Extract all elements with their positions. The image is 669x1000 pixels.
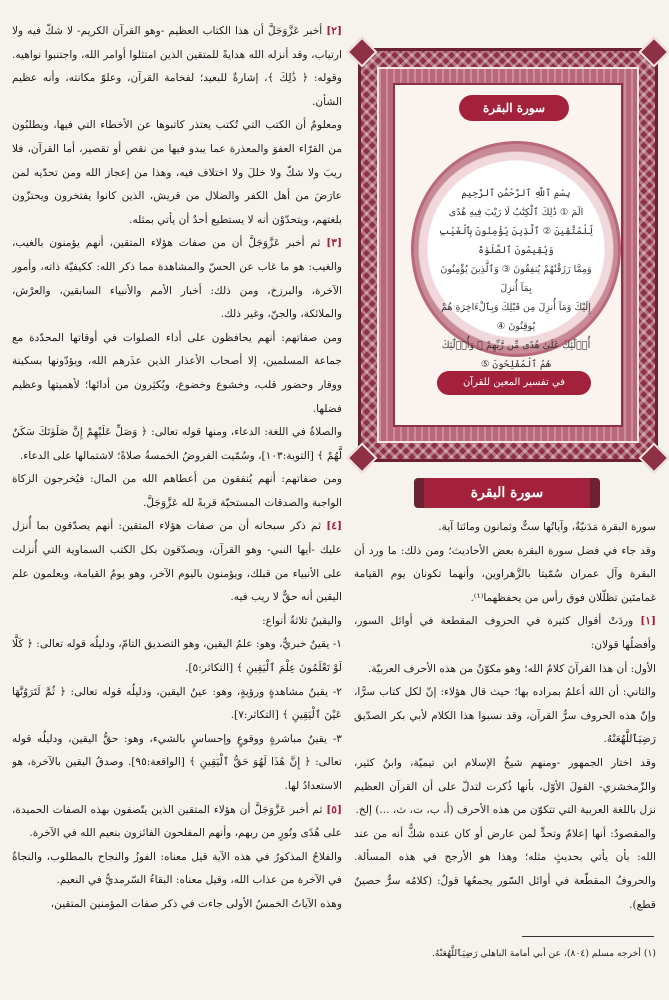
frame-corner-ornament [638,442,669,473]
paragraph [12,20,342,114]
paragraph-text: واليقينُ ثلاثةُ أنواع: [262,614,342,627]
verse-number: [٥] [326,803,342,816]
paragraph [12,610,342,634]
paragraph-text: سورة البقرة مَدَنيّةٌ، وآياتُها ستٌّ وثمانون ومائتا آية. [438,521,656,533]
paragraph-text: ١- يقينٌ خبريٌّ، وهو: علمُ اليقين، وهو التصديق التامّ، ودليلُه قوله تعالى: ﴿ كَلَّا لَوْ تَعْلَمُونَ عِلْمَ ٱلْيَقِينِ ﴾ [التكاثر:٥]. [12,638,342,675]
paragraph [12,232,342,326]
paragraph-text: والمقصودُ: أنها إعلامٌ وتحدٍّ لمن عارض أو كان عنده شكٌّ أنه من عند الله: بأن يأتي بحديثٍ مثله؛ وهذا هو الأرجح في هذه المسألة. والحروفُ المقطّعة في أوائل السّور يجمعُها قولُ: (كلامُه سرٌّ حصينٌ قطع). [354,827,656,911]
verse-number: [١] [640,615,656,628]
paragraph-text: ٣- يقينُ مباشرةٍ ووقوعٍ وإحساسٍ بالشيء، وهو: حقُّ اليقين، ودليلُه قوله تعالى: ﴿ إِنَّ هَٰذَا لَهُوَ حَقُّ ٱلْيَقِينِ ﴾ [الواقعة:٩٥]. وصدقُ اليقين بالآخرة، هو الاستعدادُ لها. [12,732,342,792]
paragraph [12,515,342,609]
paragraph-text: أخبر عَزَّوَجَلَّ أن هذا الكتاب العظيم -وهو القرآن الكريم- لا شكّ فيه ولا ارتياب، وقد أنزله الله هدايةً للمتقين الذين امتثلوا أوامر الله، واجتنبوا نواهيه. وقوله: ﴿ ذَٰلِكَ ﴾، إشارةٌ للبعيد؛ لفخامة القرآن، وعلوّ مكانته، وأنه عظيم الشأن. [12,25,342,108]
paragraph-text: ثم أخبر عَزَّوَجَلَّ أن هؤلاء المتقين الذين يتّصفون بهذه الصفات الحميدة، على هُدًى ونُورٍ من ربهم، وأنهم المفلحون الفائزون بنعيم الله في الآخرة. [12,803,342,840]
verse-medallion [411,141,621,370]
paragraph [12,799,342,846]
paragraph [12,681,342,728]
frame-corner-ornament [346,442,377,473]
paragraph-text: ٢- يقينُ مشاهدةٍ ورؤيةٍ، وهو: عينُ اليقين، ودليلُه قوله تعالى: ﴿ ثُمَّ لَتَرَوُنَّهَا عَيْنَ ٱلْيَقِينِ ﴾ [التكاثر:٧]. [12,685,342,722]
paragraph-text: ومعلومٌ أن الكتب التي تُكتب يعتذر كاتبوها عن الأخطاء التي فيها، ويطلبُون من القرّاء العفوَ والمعذرة عما يبدو فيها من نقص أو تقصير، أما القرآن، فلا ريبَ ولا شكّ ولا خللَ ولا اختلاف فيه، وهذا من إعجاز الله ومن تحدّيه لمن عارَضَ من أهل الكفر والضلال من قريش، الذين كانوا يفتخرون ويحتزّون بلغتهم، ويتحدّوْن أنه لا يستطيع أحدٌ أن يأتي بمثله. [12,119,342,226]
paragraph-text: والفلاحُ المذكورُ في هذه الآية قيل معناه: الفوزُ والنجاح بالمطلوب، والنجاةُ في الآخرة من عذاب الله، وقيل معناه: البقاءُ السّرمديُّ في النعيم. [12,850,342,887]
paragraph [354,752,656,823]
paragraph [12,327,342,421]
paragraph [12,633,342,680]
paragraph [12,893,342,917]
left-column [12,20,342,972]
paragraph [12,468,342,515]
frame-panel [393,83,623,427]
paragraph-text: وهذه الآياتُ الخمسُ الأولى جاءت في ذكر صفات المؤمنين المتقين، [50,897,342,910]
paragraph-text: وردَتْ أقوال كثيرة في الحروف المقطعة في أوائل السور، وأفضلُها قولان: [354,615,656,651]
paragraph [354,610,656,657]
verse-line: أُو۟لَٰٓئِكَ عَلَىٰ هُدًى مِّن رَّبِّهِمْ ۖ وَأُو۟لَٰٓئِكَ [441,340,591,351]
paragraph [12,421,342,468]
paragraph [354,658,656,682]
surah-heading-banner: سورة البقرة [414,478,600,508]
paragraph-text: وقد جاء في فضل سورة البقرة بعض الأحاديث؛ ومن ذلك: ما ورد أن البقرة وآل عمران سُمّيتا بالزَّهراوين، وأنهما تكونان يوم القيامة غمامتَين تظلّلان فوق رأس من يحفظهما⁽¹⁾. [354,544,656,604]
right-column [352,0,660,1000]
paragraph-text: والثاني: أن الله أعلمُ بمراده بها؛ حيث قال هؤلاء: إنّ لكل كتاب سرًّا، وإنّ هذه الحروف سرُّ القرآن، وقد نسبوا هذا الكلام لأبي بكر الصدّيق رَضِيَٱللَّهُعَنْهُ. [354,686,656,746]
paragraph [12,114,342,232]
verse-line: هُمُ ٱلْمُفْلِحُونَ ⑤ [480,359,552,370]
basmala: بِسْمِ ٱللَّهِ ٱلرَّحْمَٰنِ ٱلرَّحِيمِ [461,188,571,199]
verse-number: [٣] [326,237,342,250]
surah-title-cartouche: سورة البقرة [459,95,569,121]
verse-line: إِلَيْكَ وَمَآ أُنزِلَ مِن قَبْلِكَ وَبِٱلْءَاخِرَةِ هُمْ يُوقِنُونَ ④ [441,302,591,332]
verse-number: [٢] [326,25,342,37]
paragraph-text: الأول: أن هذا القرآنَ كلامُ الله؛ وهو مكوّنٌ من هذه الأحرف العربيّة. [367,662,656,675]
verse-number: [٤] [326,520,342,533]
paragraph [12,846,342,893]
paragraph-text: ثم ذكر سبحانه أن من صفات هؤلاء المتقين: أنهم يصدّقون بما أُنزل عليك -أيها النبي- وهو القرآن، ويصدّقون بكل الكتب السماوية التي أُنزلت على الأنبياء من قبلك، ويؤمنون باليوم الآخر، وهو يومُ القيامة، ويعلمون علم اليقين أنه حقٌّ لا ريب فيه. [12,520,342,604]
paragraph-text: وقد اختار الجمهور -ومنهم شيخُ الإسلام ابن تيميّة، وابنُ كثير، والزّمخشري- القولَ الأوّل، بأنها ذُكرت لتدلّ على أن القرآن العظيم نزل باللغة العربية التي تتكوّن من هذه الأحرف (أ، ب، ت، ث، ...) إلخ. [354,756,656,817]
paragraph [354,681,656,752]
medallion-verses [436,184,596,374]
paragraph [354,823,656,917]
footnote: (١) أخرجه مسلم (٨٠٤)، عن أبي أمامة الباهلي رَضِيَٱللَّهُعَنْهُ. [432,948,656,959]
footnote-divider [522,936,654,937]
surah-intro-text [354,516,656,936]
frame-corner-ornament [638,36,669,67]
paragraph-text: ومن صفاتهم: أنهم يحافظون على أداء الصلوات في أوقاتها المحدّدة مع جماعة المسلمين، إلا أصحاب الأعذار الذين عذَرهم الله، ويؤدّونها بسكينة ووقار وحضور قلب، وخشوع وخضوع، ويُكثِرون من أدائها؛ لأهميتها وعظيم فضلها. [12,331,342,415]
frame-border [377,67,639,443]
ornamental-frame [358,48,658,462]
frame-caption-cartouche: في تفسير المعين للقرآن [437,371,591,395]
paragraph [12,728,342,799]
paragraph [354,516,656,540]
frame-corner-ornament [346,36,377,67]
verse-line: الٓمٓ ① ذَٰلِكَ ٱلْكِتَٰبُ لَا رَيْبَ فِيهِ هُدًى [448,207,584,218]
paragraph [354,540,656,611]
paragraph-text: ثم أخبر عَزَّوَجَلَّ أن من صفات هؤلاء المتقين، أنهم يؤمنون بالغيب، والغيب: هو ما غاب عن الحسّ والمشاهدة مما ذكر الله: ككيفيّة ذاته، وأمور الآخرة، والبرزخ، ومن ذلك: أخبار الأمم والأنبياء السابقين، والعرْش، والملائكة، والجنّ، وغير ذلك. [12,237,342,321]
paragraph-text: والصلاةُ في اللغة: الدعاء، ومنها قوله تعالى: ﴿ وَصَلِّ عَلَيْهِمْ إِنَّ صَلَوٰتَكَ سَكَنٌ لَّهُمْ ﴾ [التوبة:١٠٣]، وسُمّيت الفروضُ الخمسةُ صلاةً؛ لاشتمالها على الدعاء. [12,426,342,462]
verse-line: وَمِمَّا رَزَقْنَٰهُمْ يُنفِقُونَ ③ وَٱلَّذِينَ يُؤْمِنُونَ بِمَآ أُنزِلَ [440,264,592,294]
verse-line: لِّلْمُتَّقِينَ ② ٱلَّذِينَ يُؤْمِنُونَ بِٱلْغَيْبِ وَيُقِيمُونَ ٱلصَّلَوٰةَ [438,226,594,256]
paragraph-text: ومن صفاتهم: أنهم يُنفقون من أعطاهم الله من المال: فيُخرجون الزكاة الواجبة والصدقات المستحبّة قربةً لله عَزَّوَجَلَّ. [12,473,342,509]
